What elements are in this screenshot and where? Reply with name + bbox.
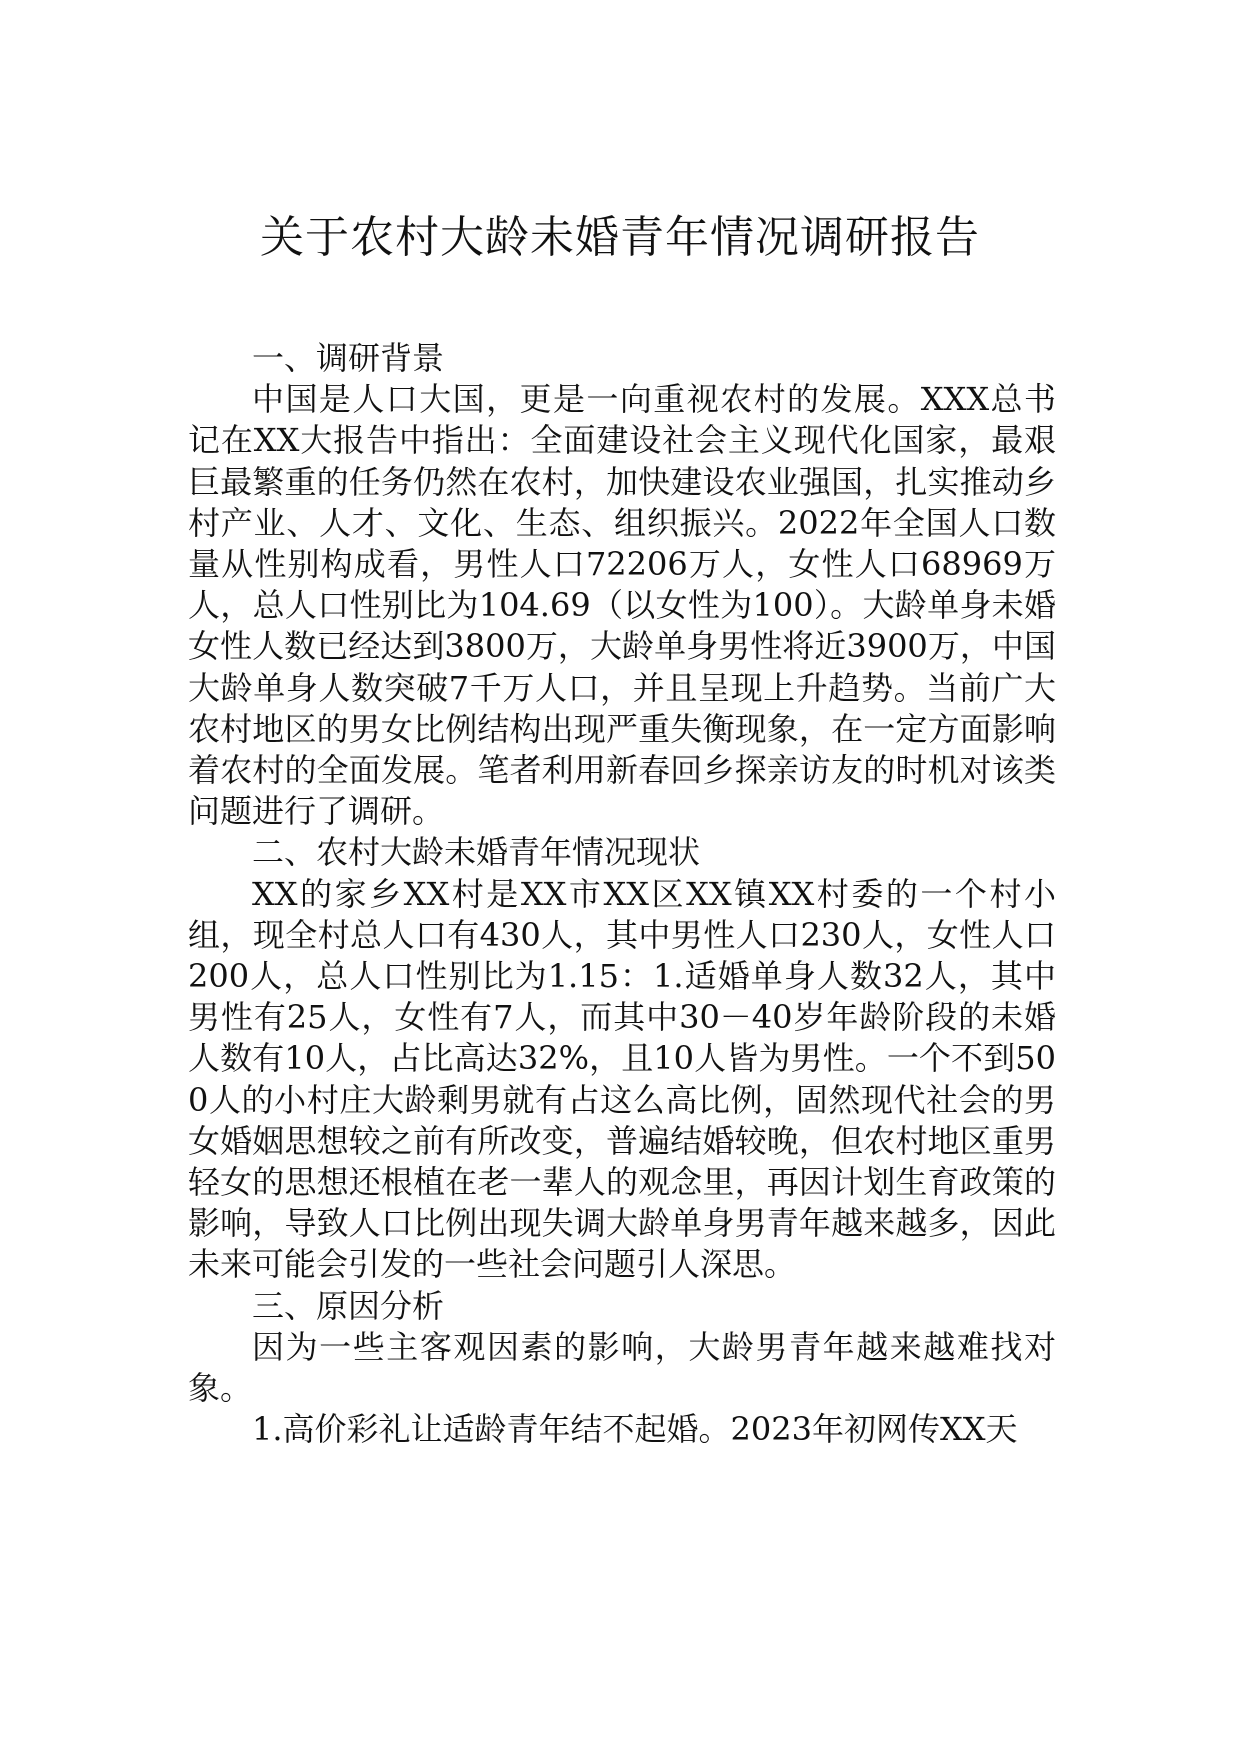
paragraph-background: 中国是人口大国，更是一向重视农村的发展。XXX总书记在XX大报告中指出：全面建设社会主义现代化国家，最艰巨最繁重的任务仍然在农村，加快建设农业强国，扎实推动乡村产业、人才、文化、生态、组织振兴。2022年全国人口数量从性别构成看，男性人口72206万人，女性人口68969万人，总人口性别比为104.69（以女性为100）。大龄单身未婚女性人数已经达到3800万，大龄单身男性将近3900万，中国大龄单身人数突破7千万人口，并且呈现上升趋势。当前广大农村地区的男女比例结构出现严重失衡现象，在一定方面影响着农村的全面发展。笔者利用新春回乡探亲访友的时机对该类问题进行了调研。 — [188, 380, 1056, 831]
paragraph-analysis-intro: 因为一些主客观因素的影响，大龄男青年越来越难找对象。 — [188, 1327, 1056, 1408]
document-title: 关于农村大龄未婚青年情况调研报告 — [260, 212, 980, 263]
paragraph-analysis-point-1: 1.高价彩礼让适龄青年结不起婚。2023年初网传XX天 — [252, 1410, 1018, 1449]
section-heading-analysis: 三、原因分析 — [252, 1286, 445, 1325]
section-heading-background: 一、调研背景 — [252, 339, 445, 377]
document-body — [188, 338, 1056, 1450]
paragraph-status: XX的家乡XX村是XX市XX区XX镇XX村委的一个村小组，现全村总人口有430人，其中男性人口230人，女性人口200人，总人口性别比为1.15：1.适婚单身人数32人，其中男性有25人，女性有7人，而其中30－40岁年龄阶段的未婚人数有10人，占比高达32%，且10人皆为男性。一个不到500人的小村庄大龄剩男就有占这么高比例，固然现代社会的男女婚姻思想较之前有所改变，普遍结婚较晚，但农村地区重男轻女的思想还根植在老一辈人的观念里，再因计划生育政策的影响，导致人口比例出现失调大龄单身男青年越来越多，因此未来可能会引发的一些社会问题引人深思。 — [188, 874, 1056, 1284]
section-heading-status: 二、农村大龄未婚青年情况现状 — [252, 833, 701, 872]
